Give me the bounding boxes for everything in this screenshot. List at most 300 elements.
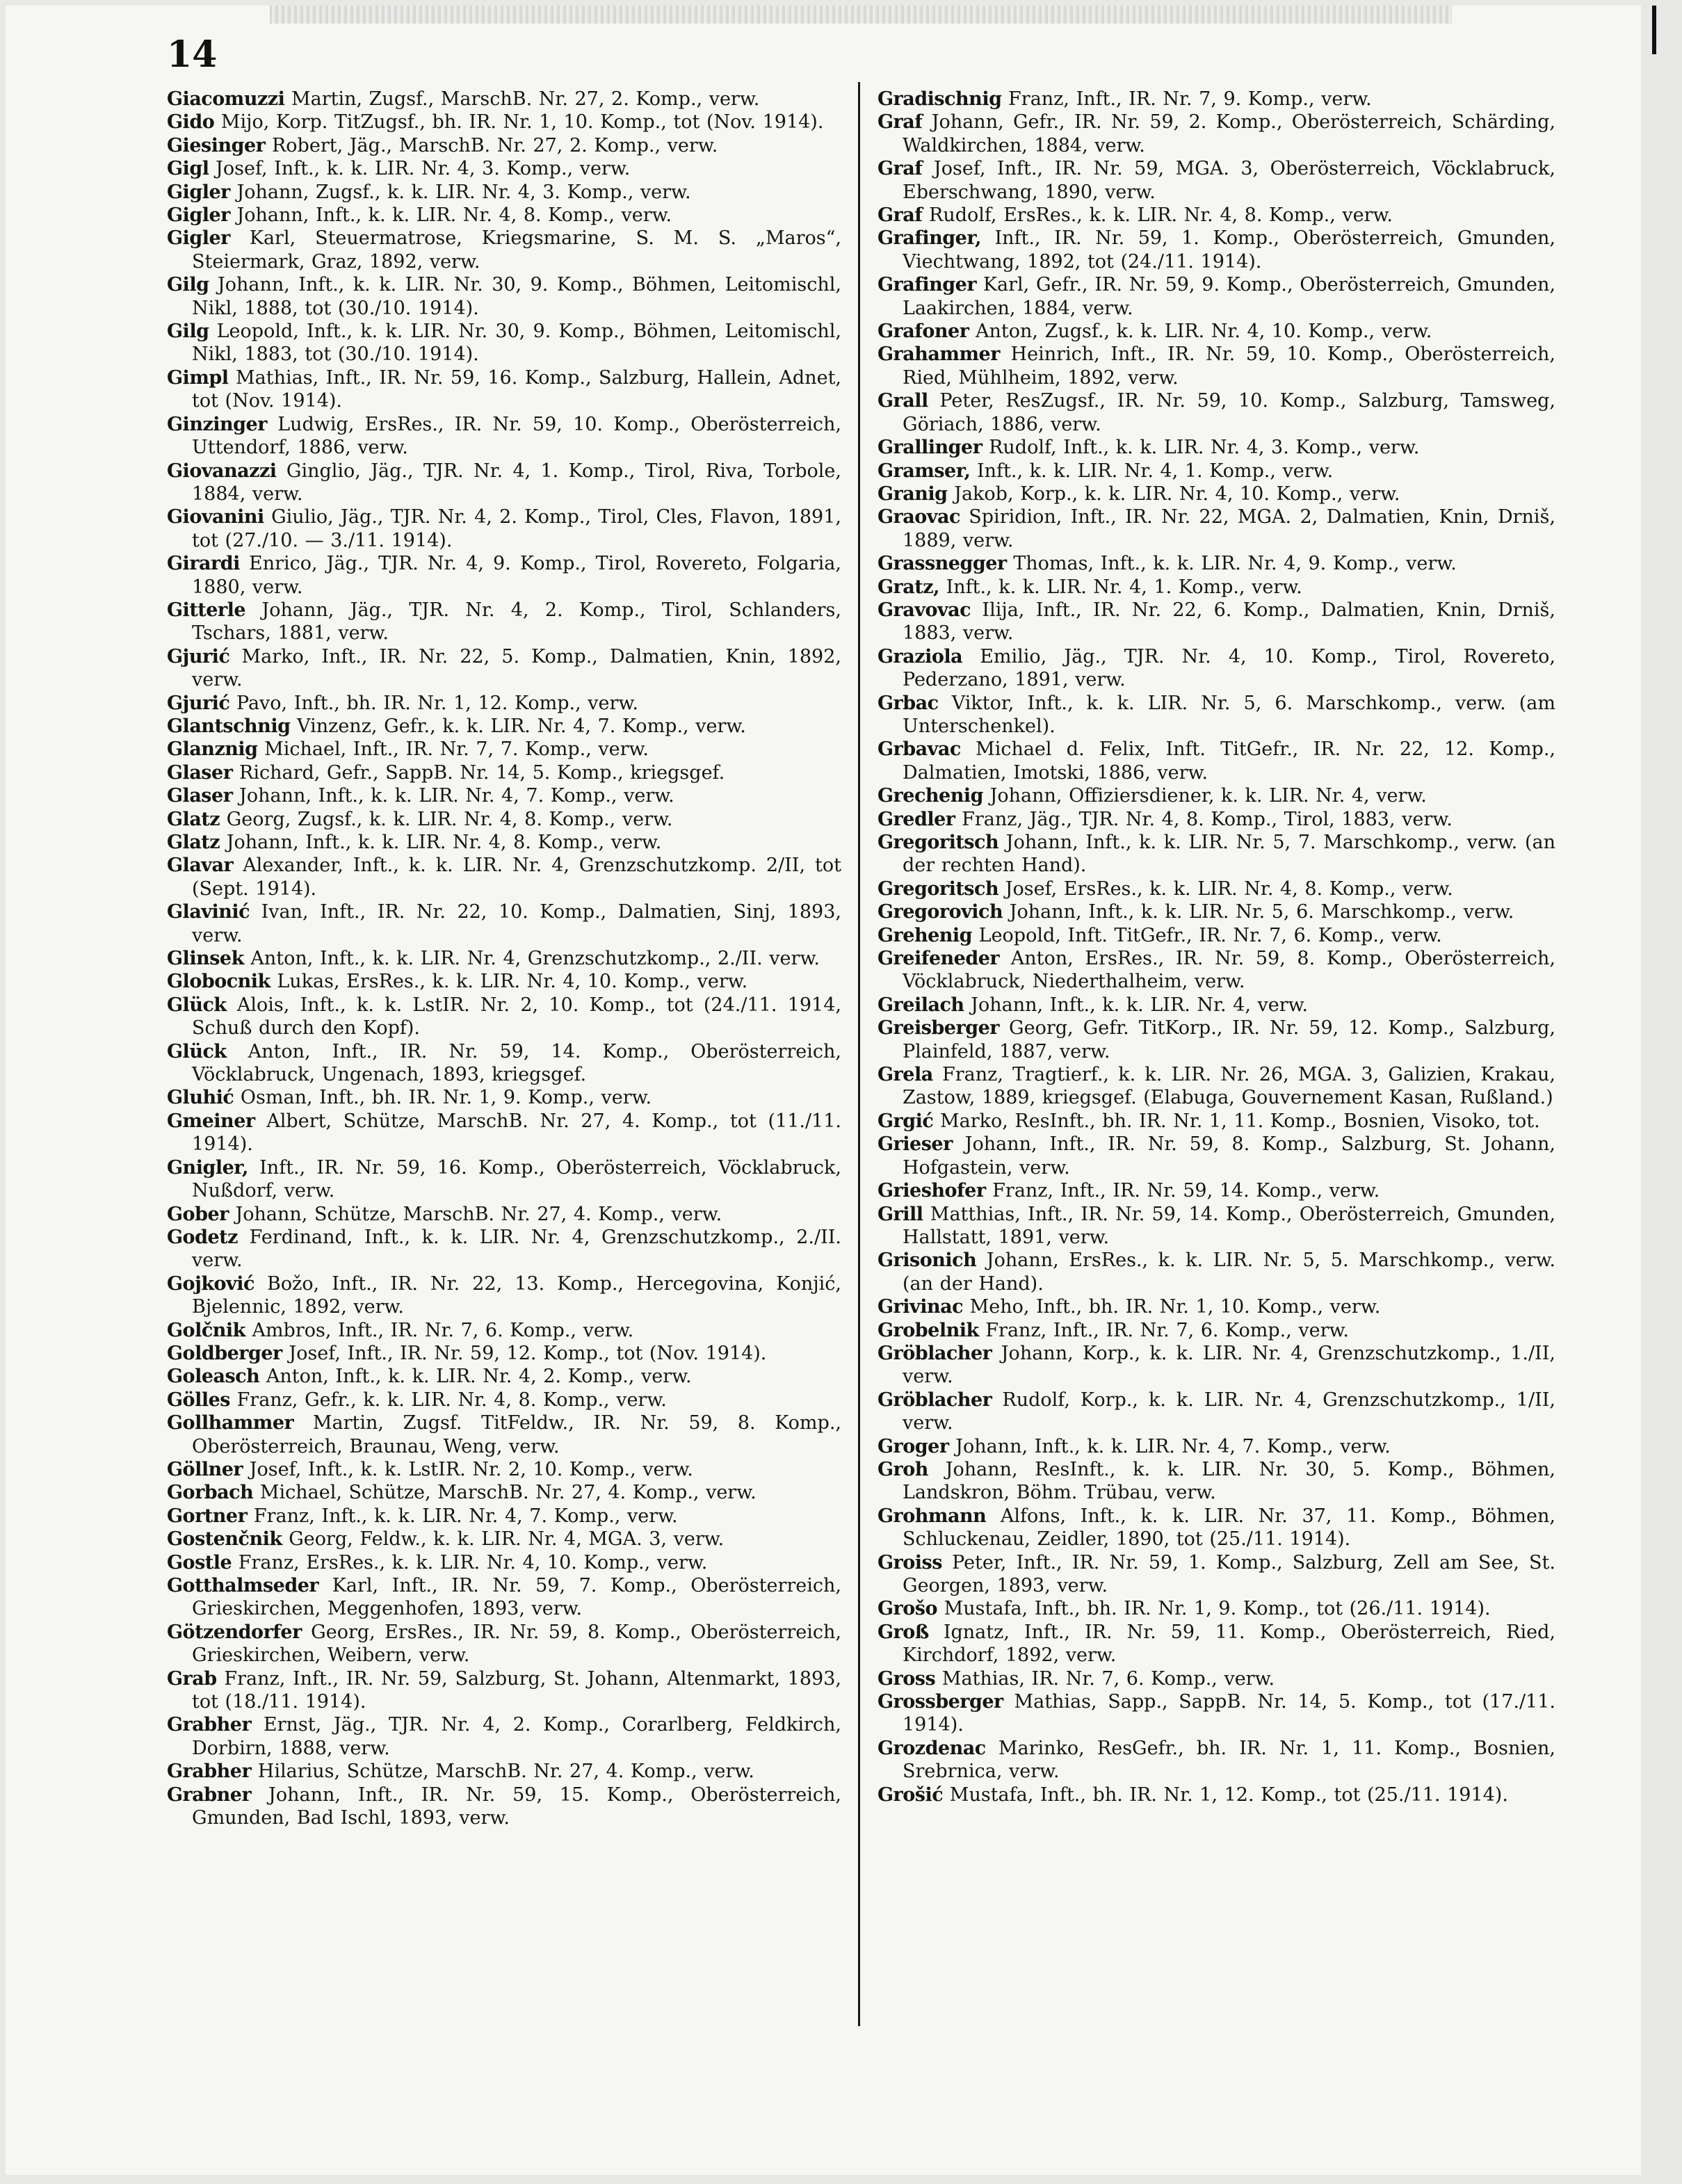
list-item — [167, 692, 841, 715]
entry-surname: Glaser — [167, 785, 233, 807]
list-item — [878, 1667, 1555, 1690]
entry-surname: Greisberger — [878, 1017, 999, 1040]
list-item — [167, 645, 841, 692]
entry-surname: Grossberger — [878, 1691, 1003, 1713]
entry-details: Johann, Inft., k. k. LIR. Nr. 4, 8. Komp., verw. — [236, 204, 672, 227]
list-item — [878, 1551, 1555, 1598]
entry-details: Pavo, Inft., bh. IR. Nr. 1, 12. Komp., verw. — [236, 692, 638, 714]
list-item — [167, 320, 841, 366]
entry-details: Ferdinand, Inft., k. k. LIR. Nr. 4, Grenzschutzkomp., 2./II. verw. — [192, 1226, 841, 1272]
entry-details: Franz, Inft., k. k. LIR. Nr. 4, 7. Komp., verw. — [253, 1505, 678, 1527]
entry-details: Johann, Zugsf., k. k. LIR. Nr. 4, 3. Komp., verw. — [236, 181, 691, 203]
entry-surname: Grassnegger — [878, 553, 1007, 575]
entry-surname: Gmeiner — [167, 1110, 255, 1132]
scanned-page — [6, 6, 1641, 2175]
list-item — [167, 366, 841, 413]
entry-details: Ilija, Inft., IR. Nr. 22, 6. Komp., Dalmatien, Knin, Drniš, 1883, verw. — [903, 599, 1555, 645]
entry-surname: Grohmann — [878, 1505, 987, 1527]
list-item — [878, 436, 1555, 459]
entry-details: Alfons, Inft., k. k. LIR. Nr. 37, 11. Komp., Böhmen, Schluckenau, Zeidler, 1890, tot (25./11. 1914). — [903, 1505, 1555, 1551]
list-item — [167, 994, 841, 1040]
entry-surname: Grafinger — [878, 274, 977, 296]
list-item — [167, 1086, 841, 1109]
entry-surname: Graf — [878, 111, 923, 134]
entry-surname: Gober — [167, 1203, 229, 1225]
entry-details: Rudolf, ErsRes., k. k. LIR. Nr. 4, 8. Komp., verw. — [929, 204, 1393, 227]
entry-details: Mijo, Korp. TitZugsf., bh. IR. Nr. 1, 10. Komp., tot (Nov. 1914). — [220, 111, 824, 134]
entry-details: Hilarius, Schütze, MarschB. Nr. 27, 4. Komp., verw. — [257, 1761, 754, 1783]
entry-details: Ignatz, Inft., IR. Nr. 59, 11. Komp., Oberösterreich, Ried, Kirchdorf, 1892, verw. — [903, 1621, 1555, 1667]
entry-surname: Grabher — [167, 1761, 252, 1783]
entry-details: Meho, Inft., bh. IR. Nr. 1, 10. Komp., verw. — [969, 1296, 1381, 1318]
entry-details: Inft., IR. Nr. 59, 1. Komp., Oberösterreich, Gmunden, Viechtwang, 1892, tot (24./11. 1914). — [903, 227, 1555, 273]
entry-surname: Graf — [878, 204, 923, 227]
list-item — [167, 1226, 841, 1272]
entry-surname: Grechenig — [878, 785, 983, 807]
entry-surname: Grall — [878, 390, 928, 412]
entry-details: Thomas, Inft., k. k. LIR. Nr. 4, 9. Komp., verw. — [1013, 553, 1457, 575]
entry-surname: Grieshofer — [878, 1180, 986, 1202]
entry-details: Alois, Inft., k. k. LstIR. Nr. 2, 10. Komp., tot (24./11. 1914, Schuß durch den Kopf). — [192, 994, 841, 1040]
entry-surname: Groger — [878, 1435, 949, 1457]
entry-surname: Grgić — [878, 1110, 934, 1132]
entry-surname: Grivinac — [878, 1296, 964, 1318]
entry-surname: Gollhammer — [167, 1412, 294, 1434]
list-item — [878, 645, 1555, 692]
entry-details: Johann, Inft., k. k. LIR. Nr. 5, 7. Marschkomp., verw. (an der rechten Hand). — [903, 832, 1555, 877]
entry-surname: Gostle — [167, 1551, 232, 1574]
entry-surname: Gratz, — [878, 576, 939, 598]
entry-surname: Gilg — [167, 274, 209, 296]
entry-details: Johann, Inft., k. k. LIR. Nr. 5, 6. Marschkomp., verw. — [1009, 901, 1514, 923]
list-item — [167, 505, 841, 552]
entry-surname: Gradischnig — [878, 88, 1002, 110]
list-item — [167, 1342, 841, 1365]
list-item — [878, 1342, 1555, 1389]
list-item — [167, 1411, 841, 1458]
entry-details: Ernst, Jäg., TJR. Nr. 4, 2. Komp., Corarlberg, Feldkirch, Dorbirn, 1888, verw. — [192, 1714, 841, 1759]
entry-surname: Grabner — [167, 1783, 252, 1806]
entry-details: Alexander, Inft., k. k. LIR. Nr. 4, Grenzschutzkomp. 2/II, tot (Sept. 1914). — [192, 855, 841, 900]
entry-details: Heinrich, Inft., IR. Nr. 59, 10. Komp., Oberösterreich, Ried, Mühlheim, 1892, verw. — [903, 343, 1555, 389]
list-item — [878, 1737, 1555, 1783]
list-item — [878, 1179, 1555, 1202]
entry-surname: Götzendorfer — [167, 1621, 302, 1643]
page-number: 14 — [167, 33, 218, 76]
entry-details: Josef, Inft., k. k. LIR. Nr. 4, 3. Komp., verw. — [216, 158, 631, 180]
entry-details: Franz, Inft., IR. Nr. 7, 6. Komp., verw. — [985, 1319, 1349, 1341]
list-item — [167, 808, 841, 831]
list-item — [878, 1203, 1555, 1249]
entry-surname: Gluhić — [167, 1087, 234, 1109]
entry-surname: Grobelnik — [878, 1319, 979, 1341]
entry-details: Mathias, Inft., IR. Nr. 59, 16. Komp., Salzburg, Hallein, Adnet, tot (Nov. 1914). — [192, 366, 841, 412]
entry-surname: Grehenig — [878, 924, 973, 946]
list-item — [167, 831, 841, 854]
entry-details: Michael d. Felix, Inft. TitGefr., IR. Nr. 22, 12. Komp., Dalmatien, Imotski, 1886, verw. — [903, 738, 1555, 784]
entry-surname: Gregoritsch — [878, 832, 999, 853]
entry-details: Anton, ErsRes., IR. Nr. 59, 8. Komp., Oberösterreich, Vöcklabruck, Niederthalheim, verw. — [903, 948, 1555, 993]
entry-surname: Gitterle — [167, 599, 246, 621]
entry-surname: Golčnik — [167, 1319, 245, 1341]
entry-surname: Gravovac — [878, 599, 971, 621]
entry-details: Božo, Inft., IR. Nr. 22, 13. Komp., Hercegovina, Konjić, Bjelennic, 1892, verw. — [192, 1272, 841, 1318]
list-item — [878, 738, 1555, 784]
list-item — [878, 320, 1555, 343]
entry-details: Matthias, Inft., IR. Nr. 59, 14. Komp., Oberösterreich, Gmunden, Hallstatt, 1891, verw. — [903, 1203, 1555, 1248]
list-item — [167, 552, 841, 599]
entry-surname: Gölles — [167, 1389, 230, 1411]
entry-surname: Gröblacher — [878, 1389, 992, 1411]
list-item — [878, 483, 1555, 505]
list-item — [878, 273, 1555, 320]
entry-surname: Gredler — [878, 808, 955, 830]
entry-details: Osman, Inft., bh. IR. Nr. 1, 9. Komp., verw. — [240, 1087, 652, 1109]
entry-details: Robert, Jäg., MarschB. Nr. 27, 2. Komp., verw. — [271, 134, 718, 156]
entry-surname: Glatz — [167, 832, 220, 853]
list-item — [167, 761, 841, 784]
entry-surname: Grab — [167, 1667, 217, 1690]
entry-surname: Gigler — [167, 204, 230, 227]
list-item — [878, 1690, 1555, 1737]
list-item — [878, 389, 1555, 436]
list-item — [167, 1389, 841, 1411]
entry-details: Anton, Inft., k. k. LIR. Nr. 4, 2. Komp., verw. — [266, 1366, 692, 1388]
entry-details: Franz, Inft., IR. Nr. 59, Salzburg, St. Johann, Altenmarkt, 1893, tot (18./11. 1914). — [192, 1667, 841, 1713]
list-item — [878, 692, 1555, 738]
entry-details: Josef, Inft., IR. Nr. 59, 12. Komp., tot (Nov. 1914). — [289, 1342, 767, 1364]
entry-surname: Glanznig — [167, 738, 258, 761]
entry-surname: Gorbach — [167, 1482, 254, 1504]
entry-details: Johann, Inft., k. k. LIR. Nr. 4, verw. — [971, 994, 1309, 1016]
list-item — [878, 1110, 1555, 1133]
list-item — [878, 1597, 1555, 1620]
list-item — [167, 1528, 841, 1551]
entry-surname: Göllner — [167, 1458, 243, 1480]
entry-details: Franz, ErsRes., k. k. LIR. Nr. 4, 10. Komp., verw. — [238, 1551, 708, 1574]
entry-details: Karl, Steuermatrose, Kriegsmarine, S. M. S. „Maros“, Steiermark, Graz, 1892, verw. — [192, 227, 841, 273]
entry-surname: Gröblacher — [878, 1342, 992, 1364]
entry-details: Enrico, Jäg., TJR. Nr. 4, 9. Komp., Tirol, Rovereto, Folgaria, 1880, verw. — [192, 553, 841, 598]
list-item — [878, 1063, 1555, 1110]
entry-surname: Gilg — [167, 321, 209, 343]
column-divider — [858, 82, 860, 2026]
entry-surname: Grafinger, — [878, 227, 981, 250]
entry-details: Franz, Gefr., k. k. LIR. Nr. 4, 8. Komp., verw. — [236, 1389, 667, 1411]
entry-details: Mathias, IR. Nr. 7, 6. Komp., verw. — [941, 1667, 1275, 1690]
entry-surname: Graziola — [878, 645, 963, 668]
entry-details: Johann, Inft., k. k. LIR. Nr. 4, 7. Komp., verw. — [239, 785, 674, 807]
entry-details: Inft., k. k. LIR. Nr. 4, 1. Komp., verw. — [976, 460, 1334, 482]
entry-details: Georg, Gefr. TitKorp., IR. Nr. 59, 12. Komp., Salzburg, Plainfeld, 1887, verw. — [903, 1017, 1555, 1062]
list-item — [167, 1551, 841, 1574]
entry-details: Jakob, Korp., k. k. LIR. Nr. 4, 10. Komp., verw. — [954, 483, 1400, 505]
list-item — [878, 994, 1555, 1017]
entry-details: Franz, Tragtierf., k. k. LIR. Nr. 26, MGA. 3, Galizien, Krakau, Zastow, 1889, kriegsgef. (Elabuga, Gouvernement Kasan, Rußland.) — [903, 1064, 1555, 1109]
list-item — [167, 947, 841, 970]
list-item — [878, 1389, 1555, 1435]
entry-details: Peter, ResZugsf., IR. Nr. 59, 10. Komp., Salzburg, Tamsweg, Göriach, 1886, verw. — [903, 390, 1555, 435]
entry-surname: Graovac — [878, 506, 960, 528]
entry-surname: Gortner — [167, 1505, 248, 1527]
entry-details: Leopold, Inft., k. k. LIR. Nr. 30, 9. Komp., Böhmen, Leitomischl, Nikl, 1883, tot (30./10. 1914). — [192, 321, 841, 366]
list-item — [878, 808, 1555, 831]
entry-surname: Glinsek — [167, 948, 244, 970]
list-item — [167, 1574, 841, 1621]
list-item — [167, 1110, 841, 1156]
list-item — [878, 552, 1555, 575]
entry-surname: Gimpl — [167, 366, 229, 389]
entry-details: Johann, ResInft., k. k. LIR. Nr. 30, 5. Komp., Böhmen, Landskron, Böhm. Trübau, verw. — [903, 1458, 1555, 1504]
entry-surname: Glück — [167, 1040, 227, 1062]
entry-details: Johann, Inft., k. k. LIR. Nr. 30, 9. Komp., Böhmen, Leitomischl, Nikl, 1888, tot (30./10. 1914). — [192, 274, 841, 319]
list-item — [878, 784, 1555, 807]
entry-details: Ambros, Inft., IR. Nr. 7, 6. Komp., verw. — [252, 1319, 634, 1341]
entry-details: Franz, Jäg., TJR. Nr. 4, 8. Komp., Tirol, 1883, verw. — [962, 808, 1453, 830]
entry-surname: Grela — [878, 1064, 933, 1086]
entry-details: Viktor, Inft., k. k. LIR. Nr. 5, 6. Marschkomp., verw. (am Unterschenkel). — [903, 692, 1555, 737]
list-item — [878, 1295, 1555, 1318]
entry-surname: Grallinger — [878, 437, 982, 459]
entry-surname: Gregoritsch — [878, 877, 999, 900]
list-item — [167, 715, 841, 738]
list-item — [167, 784, 841, 807]
list-item — [167, 204, 841, 227]
entry-details: Ginglio, Jäg., TJR. Nr. 4, 1. Komp., Tirol, Riva, Torbole, 1884, verw. — [192, 460, 841, 505]
entry-details: Georg, Feldw., k. k. LIR. Nr. 4, MGA. 3, verw. — [289, 1528, 725, 1551]
list-item — [878, 924, 1555, 947]
list-item — [878, 1783, 1555, 1806]
list-item — [167, 900, 841, 947]
entry-surname: Globocnik — [167, 971, 270, 993]
entry-details: Karl, Gefr., IR. Nr. 59, 9. Komp., Oberösterreich, Gmunden, Laakirchen, 1884, verw. — [903, 274, 1555, 319]
entry-surname: Glatz — [167, 808, 220, 830]
entry-details: Mustafa, Inft., bh. IR. Nr. 1, 9. Komp., tot (26./11. 1914). — [944, 1598, 1491, 1620]
list-item — [878, 505, 1555, 552]
entry-details: Martin, Zugsf., MarschB. Nr. 27, 2. Komp., verw. — [291, 88, 760, 110]
list-item — [878, 460, 1555, 483]
entry-surname: Giesinger — [167, 134, 266, 156]
entry-details: Josef, Inft., k. k. LstIR. Nr. 2, 10. Komp., verw. — [249, 1458, 693, 1480]
entry-surname: Greilach — [878, 994, 964, 1016]
list-item — [167, 1505, 841, 1528]
list-item — [167, 1319, 841, 1342]
list-item — [167, 1365, 841, 1388]
entry-surname: Grill — [878, 1203, 923, 1225]
entry-details: Anton, Inft., IR. Nr. 59, 14. Komp., Oberösterreich, Vöcklabruck, Ungenach, 1893, kriegsgef. — [192, 1040, 841, 1086]
entry-details: Mathias, Sapp., SappB. Nr. 14, 5. Komp., tot (17./11. 1914). — [903, 1691, 1555, 1736]
list-item — [878, 1249, 1555, 1295]
entry-surname: Giacomuzzi — [167, 88, 285, 110]
entry-details: Lukas, ErsRes., k. k. LIR. Nr. 4, 10. Komp., verw. — [277, 971, 748, 993]
list-item — [878, 157, 1555, 204]
entry-surname: Godetz — [167, 1226, 238, 1248]
list-item — [167, 1621, 841, 1667]
list-item — [167, 460, 841, 506]
entry-surname: Grošić — [878, 1783, 944, 1806]
entry-surname: Groiss — [878, 1551, 942, 1574]
entry-details: Georg, Zugsf., k. k. LIR. Nr. 4, 8. Komp., verw. — [226, 808, 673, 830]
entry-details: Marko, Inft., IR. Nr. 22, 5. Komp., Dalmatien, Knin, 1892, verw. — [192, 645, 841, 691]
list-item — [167, 1783, 841, 1830]
list-item — [167, 413, 841, 460]
entry-surname: Glück — [167, 994, 227, 1016]
scan-edge-mark — [1652, 6, 1656, 54]
entry-surname: Ginzinger — [167, 413, 267, 435]
entry-surname: Gostenčnik — [167, 1528, 282, 1551]
list-item — [878, 1505, 1555, 1551]
entry-details: Ivan, Inft., IR. Nr. 22, 10. Komp., Dalmatien, Sinj, 1893, verw. — [192, 901, 841, 946]
list-item — [167, 738, 841, 761]
entry-details: Rudolf, Inft., k. k. LIR. Nr. 4, 3. Komp., verw. — [989, 437, 1420, 459]
entry-surname: Glavar — [167, 855, 234, 877]
list-item — [167, 854, 841, 900]
list-item — [167, 273, 841, 320]
entry-surname: Gotthalmseder — [167, 1575, 319, 1596]
entry-details: Franz, Inft., IR. Nr. 7, 9. Komp., verw. — [1008, 88, 1372, 110]
entry-details: Ludwig, ErsRes., IR. Nr. 59, 10. Komp., Oberösterreich, Uttendorf, 1886, verw. — [192, 413, 841, 459]
entry-details: Michael, Inft., IR. Nr. 7, 7. Komp., verw. — [264, 738, 649, 761]
entry-surname: Groh — [878, 1458, 928, 1480]
entry-surname: Grošo — [878, 1598, 938, 1620]
list-item — [167, 1156, 841, 1203]
list-item — [878, 831, 1555, 877]
entry-details: Michael, Schütze, MarschB. Nr. 27, 4. Komp., verw. — [259, 1482, 757, 1504]
entry-surname: Grozdenac — [878, 1737, 986, 1759]
entry-surname: Giovanazzi — [167, 460, 277, 482]
left-column — [167, 88, 841, 1829]
entry-details: Inft., k. k. LIR. Nr. 4, 1. Komp., verw. — [946, 576, 1302, 598]
entry-details: Marinko, ResGefr., bh. IR. Nr. 1, 11. Komp., Bosnien, Srebrnica, verw. — [903, 1737, 1555, 1783]
list-item — [878, 343, 1555, 389]
list-item — [167, 1040, 841, 1087]
list-item — [878, 227, 1555, 273]
entry-surname: Gigler — [167, 181, 230, 203]
list-item — [167, 1481, 841, 1504]
entry-surname: Groß — [878, 1621, 929, 1643]
entry-details: Johann, Gefr., IR. Nr. 59, 2. Komp., Oberösterreich, Schärding, Waldkirchen, 1884, verw. — [903, 111, 1555, 156]
entry-details: Inft., IR. Nr. 59, 16. Komp., Oberösterreich, Vöcklabruck, Nußdorf, verw. — [192, 1156, 841, 1202]
entry-details: Rudolf, Korp., k. k. LIR. Nr. 4, Grenzschutzkomp., 1/II, verw. — [903, 1389, 1555, 1434]
entry-details: Johann, Offiziersdiener, k. k. LIR. Nr. 4, verw. — [989, 785, 1427, 807]
entry-details: Marko, ResInft., bh. IR. Nr. 1, 11. Komp., Bosnien, Visoko, tot. — [939, 1110, 1540, 1132]
list-item — [167, 1272, 841, 1319]
list-item — [167, 1203, 841, 1226]
entry-surname: Grisonich — [878, 1249, 977, 1272]
list-item — [167, 1760, 841, 1783]
entry-details: Anton, Zugsf., k. k. LIR. Nr. 4, 10. Komp., verw. — [976, 321, 1432, 343]
entry-surname: Grabher — [167, 1714, 252, 1736]
entry-surname: Giovanini — [167, 506, 264, 528]
list-item — [878, 88, 1555, 111]
entry-details: Peter, Inft., IR. Nr. 59, 1. Komp., Salzburg, Zell am See, St. Georgen, 1893, verw. — [903, 1551, 1555, 1596]
entry-details: Georg, ErsRes., IR. Nr. 59, 8. Komp., Oberösterreich, Grieskirchen, Weibern, verw. — [192, 1621, 841, 1667]
entry-details: Giulio, Jäg., TJR. Nr. 4, 2. Komp., Tirol, Cles, Flavon, 1891, tot (27./10. — 3./11. 1914). — [192, 506, 841, 551]
list-item — [167, 970, 841, 993]
list-item — [878, 1458, 1555, 1505]
entry-surname: Goldberger — [167, 1342, 282, 1364]
list-item — [167, 134, 841, 157]
entry-surname: Glavinić — [167, 901, 250, 923]
list-item — [167, 599, 841, 645]
entry-details: Josef, ErsRes., k. k. LIR. Nr. 4, 8. Komp., verw. — [1005, 877, 1453, 900]
entry-surname: Gross — [878, 1667, 936, 1690]
list-item — [878, 1621, 1555, 1667]
list-item — [878, 1435, 1555, 1458]
entry-surname: Glantschnig — [167, 715, 291, 737]
entry-details: Spiridion, Inft., IR. Nr. 22, MGA. 2, Dalmatien, Knin, Drniš, 1889, verw. — [903, 506, 1555, 551]
entry-surname: Graf — [878, 158, 923, 180]
list-item — [167, 157, 841, 180]
list-item — [878, 1319, 1555, 1342]
list-item — [167, 181, 841, 204]
entry-surname: Greifeneder — [878, 948, 1000, 970]
entry-details: Vinzenz, Gefr., k. k. LIR. Nr. 4, 7. Komp., verw. — [297, 715, 746, 737]
list-item — [878, 576, 1555, 599]
entry-details: Johann, Jäg., TJR. Nr. 4, 2. Komp., Tirol, Schlanders, Tschars, 1881, verw. — [192, 599, 841, 645]
entry-surname: Glaser — [167, 761, 233, 784]
list-item — [878, 947, 1555, 994]
entry-surname: Gjurić — [167, 645, 230, 668]
list-item — [167, 1667, 841, 1714]
entry-details: Albert, Schütze, MarschB. Nr. 27, 4. Komp., tot (11./11. 1914). — [192, 1110, 841, 1156]
list-item — [878, 877, 1555, 900]
entry-details: Johann, Inft., k. k. LIR. Nr. 4, 8. Komp., verw. — [226, 832, 662, 853]
list-item — [878, 204, 1555, 227]
entry-details: Josef, Inft., IR. Nr. 59, MGA. 3, Oberösterreich, Vöcklabruck, Eberschwang, 1890, verw. — [903, 158, 1555, 203]
entry-surname: Gjurić — [167, 692, 230, 714]
entry-details: Richard, Gefr., SappB. Nr. 14, 5. Komp., kriegsgef. — [239, 761, 725, 784]
entry-details: Martin, Zugsf. TitFeldw., IR. Nr. 59, 8. Komp., Oberösterreich, Braunau, Weng, verw. — [192, 1412, 841, 1457]
entry-surname: Gido — [167, 111, 215, 134]
list-item — [878, 1017, 1555, 1063]
list-item — [878, 900, 1555, 923]
entry-surname: Gnigler, — [167, 1156, 248, 1179]
right-column — [878, 88, 1555, 1806]
entry-details: Anton, Inft., k. k. LIR. Nr. 4, Grenzschutzkomp., 2./II. verw. — [250, 948, 820, 970]
entry-details: Johann, Korp., k. k. LIR. Nr. 4, Grenzschutzkomp., 1./II, verw. — [903, 1342, 1555, 1388]
entry-details: Emilio, Jäg., TJR. Nr. 4, 10. Komp., Tirol, Rovereto, Pederzano, 1891, verw. — [903, 645, 1555, 691]
list-item — [167, 1713, 841, 1760]
entry-surname: Grahammer — [878, 343, 1000, 366]
entry-details: Karl, Inft., IR. Nr. 59, 7. Komp., Oberösterreich, Grieskirchen, Meggenhofen, 1893, verw. — [192, 1575, 841, 1620]
entry-details: Johann, Inft., IR. Nr. 59, 8. Komp., Salzburg, St. Johann, Hofgastein, verw. — [903, 1133, 1555, 1179]
list-item — [878, 111, 1555, 157]
entry-surname: Gojković — [167, 1272, 254, 1295]
scan-edge-noise — [270, 6, 1452, 24]
entry-surname: Grieser — [878, 1133, 953, 1156]
entry-surname: Grbac — [878, 692, 939, 714]
list-item — [167, 88, 841, 111]
entry-details: Johann, Inft., k. k. LIR. Nr. 4, 7. Komp., verw. — [955, 1435, 1391, 1457]
entry-details: Leopold, Inft. TitGefr., IR. Nr. 7, 6. Komp., verw. — [978, 924, 1442, 946]
entry-surname: Goleasch — [167, 1366, 260, 1388]
entry-details: Mustafa, Inft., bh. IR. Nr. 1, 12. Komp., tot (25./11. 1914). — [949, 1783, 1508, 1806]
list-item — [167, 111, 841, 134]
entry-surname: Grbavac — [878, 738, 961, 761]
entry-surname: Grafoner — [878, 321, 969, 343]
list-item — [878, 599, 1555, 645]
entry-details: Johann, Schütze, MarschB. Nr. 27, 4. Komp., verw. — [235, 1203, 722, 1225]
entry-details: Johann, Inft., IR. Nr. 59, 15. Komp., Oberösterreich, Gmunden, Bad Ischl, 1893, verw. — [192, 1783, 841, 1829]
list-item — [167, 1458, 841, 1481]
entry-surname: Gramser, — [878, 460, 971, 482]
list-item — [878, 1133, 1555, 1179]
entry-surname: Gregorovich — [878, 901, 1003, 923]
entry-details: Franz, Inft., IR. Nr. 59, 14. Komp., verw. — [992, 1180, 1380, 1202]
entry-surname: Girardi — [167, 553, 240, 575]
entry-details: Johann, ErsRes., k. k. LIR. Nr. 5, 5. Marschkomp., verw. (an der Hand). — [903, 1249, 1555, 1295]
